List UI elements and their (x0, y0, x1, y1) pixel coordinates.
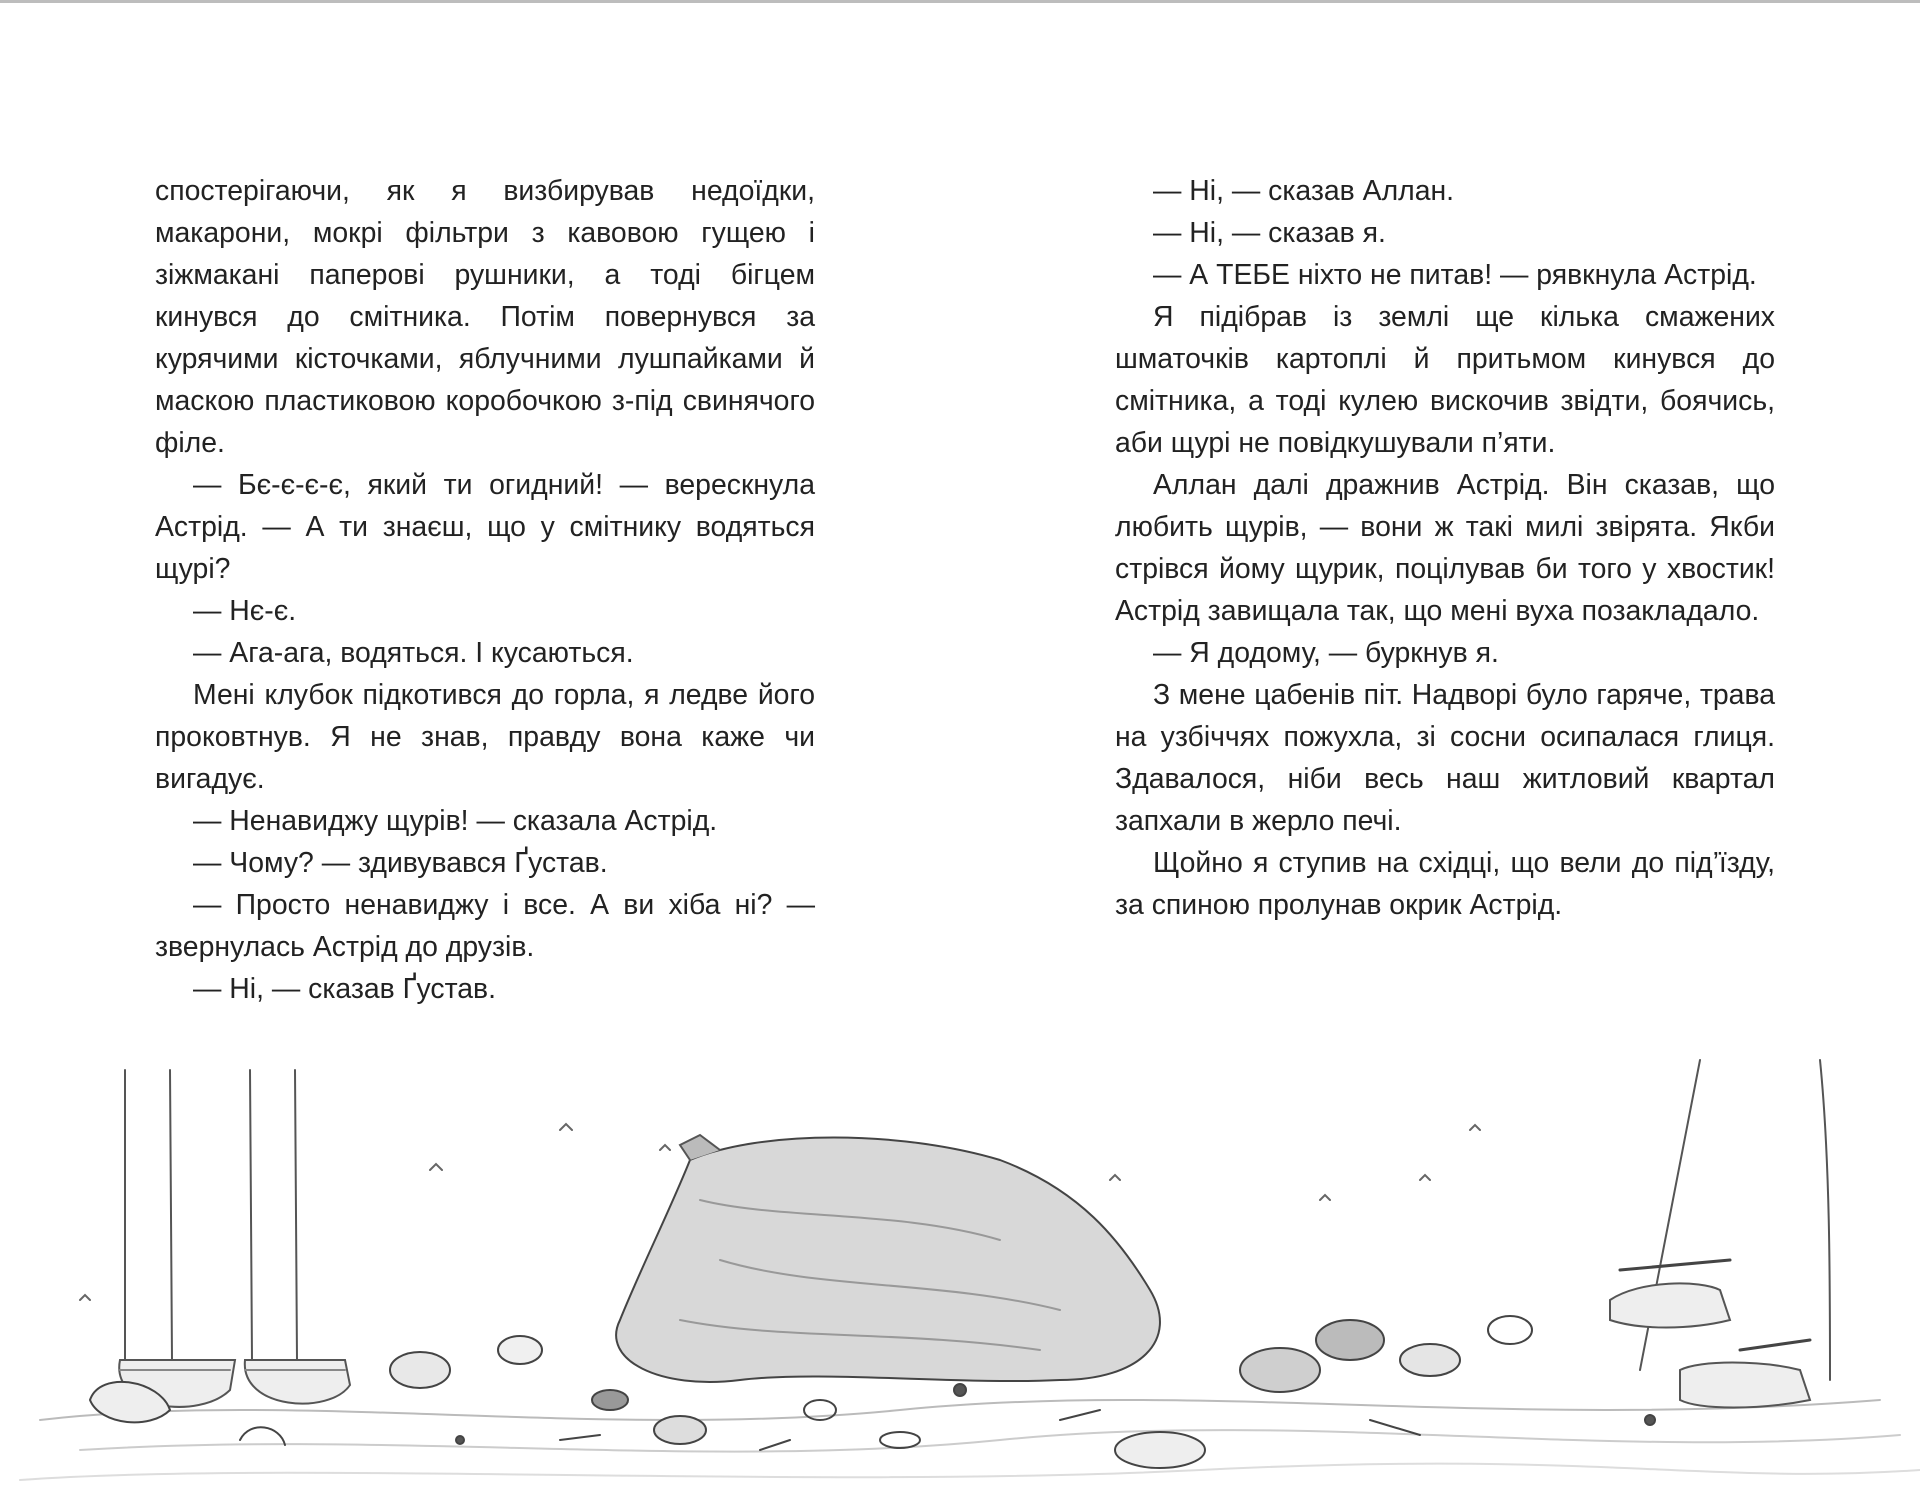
paragraph: — Ні, — сказав Ґустав. (193, 973, 497, 1005)
top-border (0, 0, 1920, 3)
paragraph: — Ага-ага, водяться. І кусаються. (193, 637, 634, 669)
paragraph: Щойно я ступив на східці, що вели до під’їзду, за спиною пролунав окрик Астрід. (1115, 847, 1775, 921)
paragraph: — Ні, — сказав Аллан. (1153, 175, 1455, 207)
left-child-legs (119, 1070, 350, 1407)
paragraph: Мені клубок підкотився до горла, я ледве його проковтнув. Я не знав, правду вона каже чи вигадує. (155, 679, 815, 795)
paragraph: — Нє-є. (193, 595, 297, 627)
paragraph: — Бє-є-є-є, який ти огидний! — верескнула Астрід. — А ти знаєш, що у смітнику водяться щурі? (155, 469, 815, 585)
paragraph: Я підібрав із землі ще кілька смажених шматочків картоплі й притьмом кинувся до смітника, а тоді кулею вискочив звідти, боячись, аби щурі не повідкушували п’яти. (1115, 301, 1775, 459)
paragraph: Аллан далі дражнив Астрід. Він сказав, що любить щурів, — вони ж такі милі звірята. Якби стрівся йому щурик, поцілував би того у хвостик! Астрід завищала так, що мені вуха позакладало. (1115, 469, 1775, 627)
paragraph: З мене цабенів піт. Надворі було гаряче, трава на узбіччях пожухла, зі сосни осипалася глиця. Здавалося, ніби весь наш житловий квартал запхали в жерло печі. (1115, 679, 1775, 837)
left-page-text (155, 170, 815, 1010)
paragraph: спостерігаючи, як я визбирував недоїдки, макарони, мокрі фільтри з кавовою гущею і зіжмакані паперові рушники, а тоді бігцем кинувся до смітника. Потім повернувся за курячими кісточками, яблучними лушпайками й маскою пластиковою коробочкою з-під свинячого філе. (155, 175, 815, 459)
garbage-illustration (0, 1040, 1920, 1490)
paragraph: — Ні, — сказав я. (1153, 217, 1386, 249)
garbage-bag (616, 1138, 1160, 1382)
paragraph: — А ТЕБЕ ніхто не питав! — рявкнула Астрід. (1153, 259, 1757, 291)
paragraph: — Я додому, — буркнув я. (1153, 637, 1499, 669)
right-page-text (1115, 170, 1775, 926)
paragraph: — Просто ненавиджу і все. А ви хіба ні? — звернулась Астрід до друзів. (155, 889, 815, 963)
paragraph: — Чому? — здивувався Ґустав. (193, 847, 608, 879)
paragraph: — Ненавиджу щурів! — сказала Астрід. (193, 805, 718, 837)
right-adult-legs (1610, 1060, 1830, 1408)
